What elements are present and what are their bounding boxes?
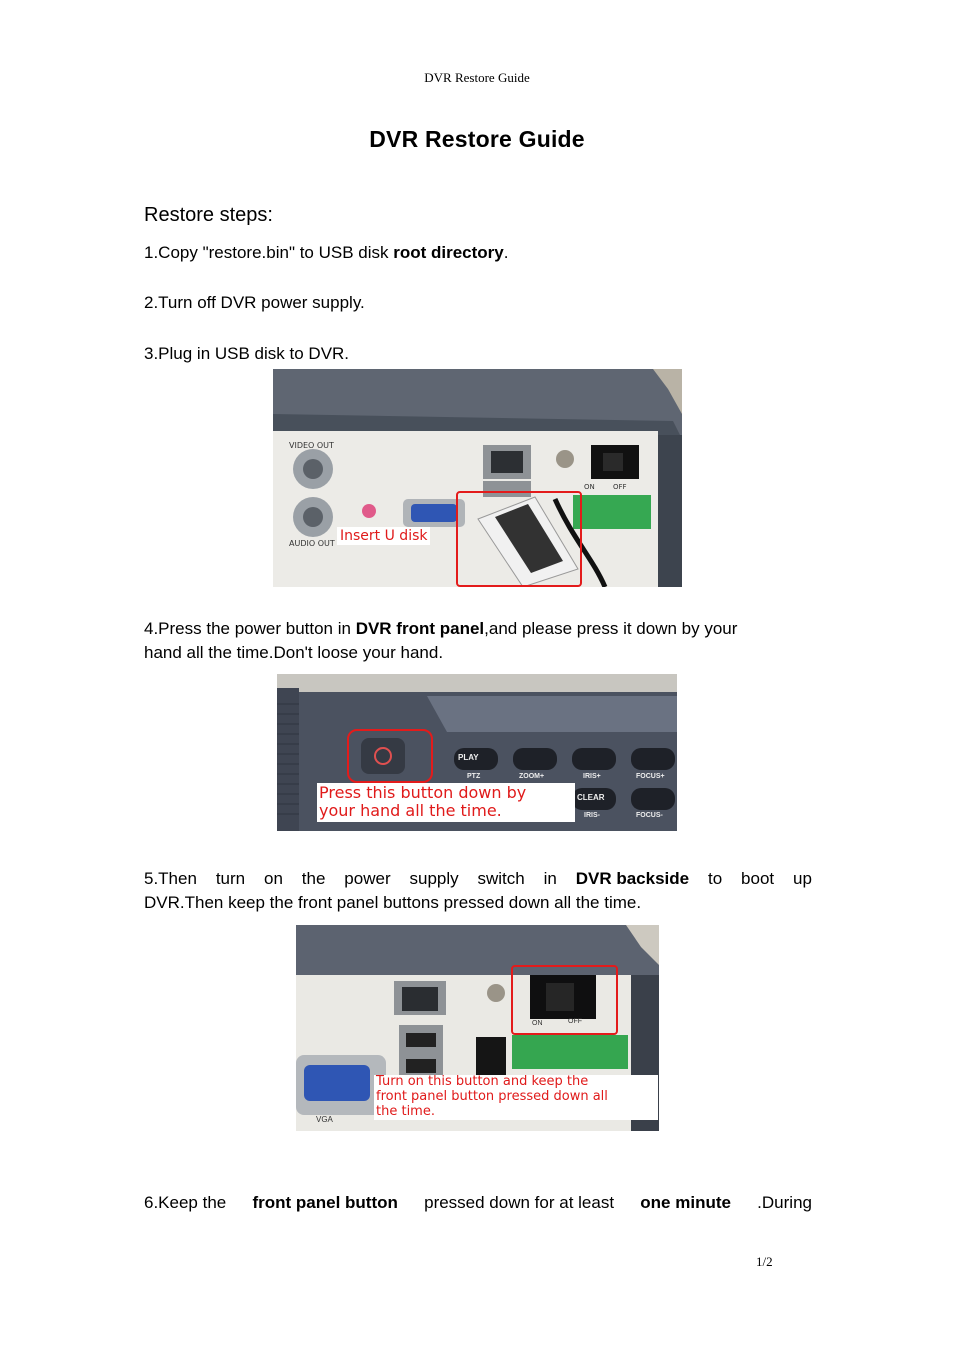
power-button-highlight	[347, 729, 433, 783]
figure-front-panel	[277, 674, 677, 831]
step-6-text-mid: pressed down for at least	[424, 1193, 615, 1212]
step-4-bold: DVR front panel	[355, 619, 485, 638]
page-number: 1/2	[756, 1254, 773, 1269]
step-4-text-cont: ,and please press it down by your	[484, 619, 738, 638]
btn-play: PLAY	[458, 753, 479, 762]
step-5-bold: DVR backside	[575, 869, 690, 888]
step-5-word: supply	[409, 869, 459, 888]
step-4	[144, 617, 812, 665]
label-on: ON	[532, 1020, 543, 1027]
callout-press-line-1: Press this button down by	[319, 783, 527, 802]
step-6-text-end: .During	[757, 1193, 812, 1212]
step-4-line-1	[144, 617, 812, 641]
label-on: ON	[584, 483, 595, 491]
label-video-out: VIDEO OUT	[289, 441, 334, 450]
step-5-line-2: DVR.Then keep the front panel buttons pressed down all the time.	[144, 893, 642, 912]
callout-turn-on-switch	[374, 1075, 658, 1120]
step-6	[144, 1191, 812, 1215]
btn-iris-minus: IRIS-	[584, 812, 600, 819]
callout-press-button	[317, 783, 575, 822]
highlight-box	[456, 491, 582, 587]
step-1	[144, 241, 812, 265]
btn-ptz: PTZ	[467, 773, 481, 780]
step-6-text: 6.Keep the	[144, 1193, 227, 1212]
running-header: DVR Restore Guide	[424, 70, 530, 85]
step-5-word: power	[344, 869, 391, 888]
step-2: 2.Turn off DVR power supply.	[144, 293, 365, 312]
step-6-line-1	[144, 1191, 812, 1215]
step-5-word: 5.Then	[144, 869, 197, 888]
step-4-text: 4.Press the power button in	[144, 619, 356, 638]
callout-insert-u-disk: Insert U disk	[337, 527, 430, 545]
btn-clear: CLEAR	[577, 793, 605, 802]
step-6-bold-2: one minute	[640, 1193, 731, 1212]
figure-usb-insert	[273, 369, 682, 587]
step-1-end: .	[503, 243, 509, 262]
label-audio-out: AUDIO OUT	[289, 539, 335, 548]
btn-zoom: ZOOM+	[519, 773, 545, 780]
section-heading: Restore steps:	[144, 204, 273, 226]
callout-switch-line-2: front panel button pressed down all	[376, 1088, 608, 1104]
label-off: OFF	[613, 483, 627, 491]
callout-switch-line-3: the time.	[376, 1103, 435, 1119]
callout-press-line-2: your hand all the time.	[319, 801, 502, 821]
step-1-bold: root directory	[393, 243, 504, 262]
step-5-word: the	[301, 869, 326, 888]
step-5-word: to	[707, 869, 723, 888]
step-5-word: up	[793, 869, 812, 888]
label-vga: VGA	[316, 1115, 333, 1124]
step-5-word: in	[543, 869, 557, 888]
step-5-word: on	[263, 869, 283, 888]
label-off: OFF	[568, 1018, 582, 1025]
step-4-line-2: hand all the time.Don't loose your hand.	[144, 643, 444, 662]
step-5-line-1	[144, 867, 812, 891]
switch-highlight	[511, 965, 618, 1035]
callout-switch-line-1: Turn on this button and keep the	[376, 1074, 589, 1089]
step-1-text: 1.Copy "restore.bin" to USB disk	[144, 243, 394, 262]
btn-focus-minus: FOCUS-	[636, 812, 663, 819]
btn-iris-plus: IRIS+	[583, 773, 601, 780]
page-title: DVR Restore Guide	[369, 126, 585, 152]
step-6-bold-1: front panel button	[252, 1193, 398, 1212]
step-5	[144, 867, 812, 915]
btn-focus-plus: FOCUS+	[636, 773, 665, 780]
step-5-word: switch	[477, 869, 525, 888]
figure-power-switch	[296, 925, 659, 1131]
step-5-word: boot	[741, 869, 775, 888]
step-3: 3.Plug in USB disk to DVR.	[144, 344, 350, 363]
step-5-word: turn	[215, 869, 246, 888]
